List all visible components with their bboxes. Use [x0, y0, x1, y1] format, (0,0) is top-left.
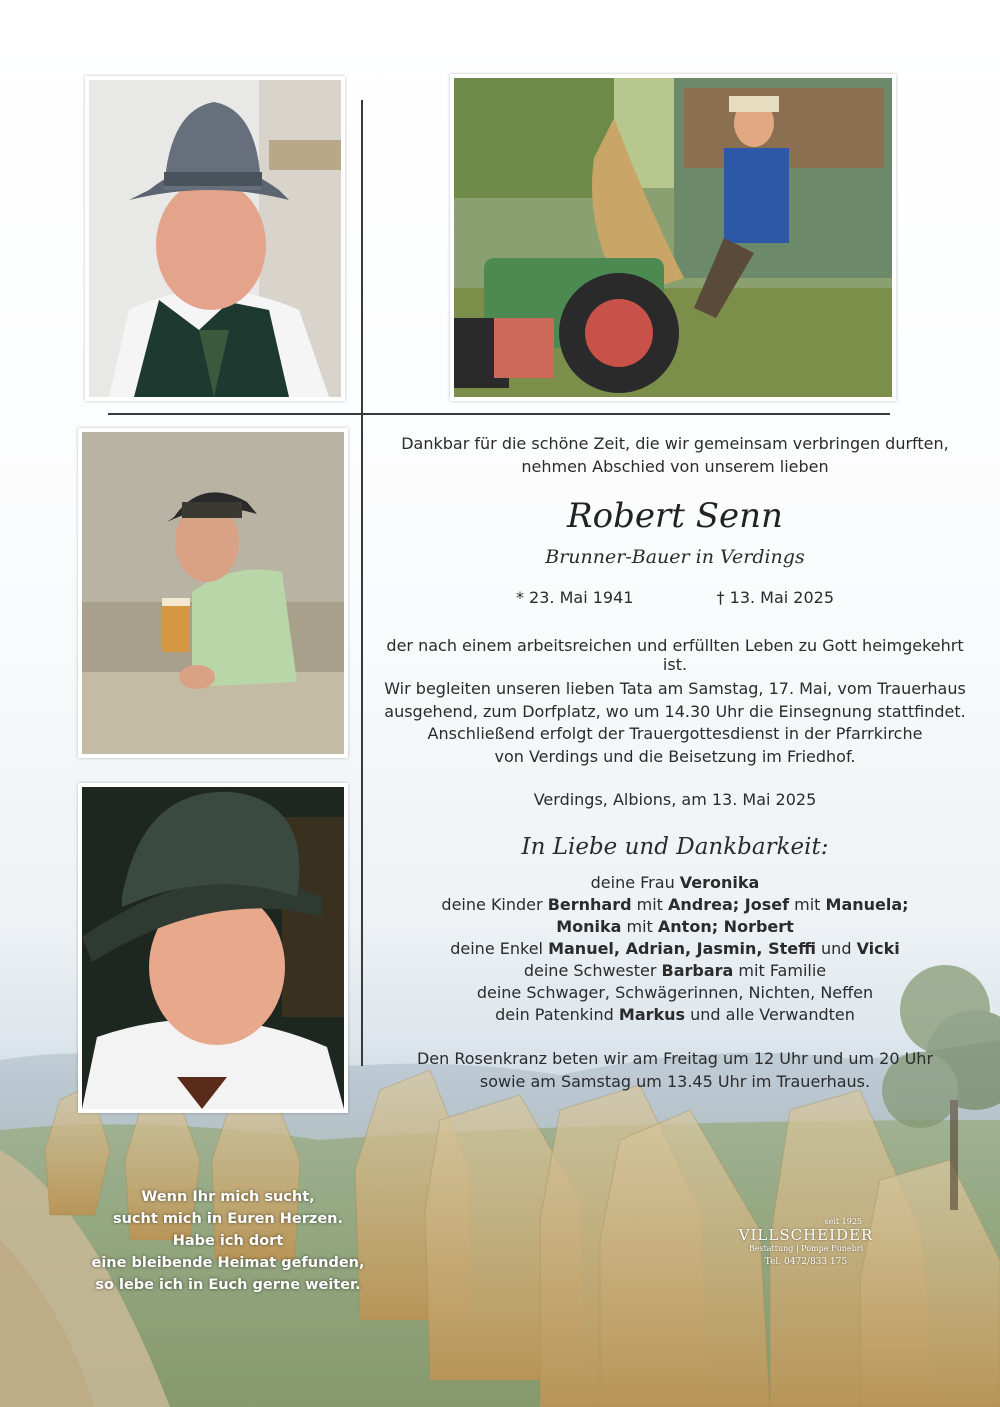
deceased-subtitle: Brunner-Bauer in Verdings — [545, 546, 805, 568]
funeral-home-logo — [736, 1217, 876, 1267]
family-line-relatives: deine Schwager, Schwägerinnen, Nichten, Neffen — [476, 983, 874, 1002]
beer-photo — [78, 428, 348, 758]
family-line-children-2: Monika mit Anton; Norbert — [556, 917, 794, 936]
family-line-godchild: dein Patenkind Markus und alle Verwandten — [495, 1005, 855, 1024]
portrait-photo-green-hat — [78, 783, 348, 1113]
paragraph-funeral-details: Wir begleiten unseren lieben Tata am Samstag, 17. Mai, vom Trauerhaus ausgehend, zum Dorfplatz, wo um 14.30 Uhr die Einsegnung stattfindet. Anschließend erfolgt der Trauergottesdienst in der Pfarrkirche von Verdings und die Beisetzung im Friedhof. — [384, 679, 966, 766]
logo-services: Bestattung | Pompe Funebri — [748, 1244, 864, 1253]
intro-text: Dankbar für die schöne Zeit, die wir gemeinsam verbringen durften, nehmen Abschied von unserem lieben — [401, 434, 949, 476]
life-dates — [380, 588, 970, 607]
family-line-sister: deine Schwester Barbara mit Familie — [523, 961, 827, 980]
portrait-photo-hat — [85, 76, 345, 401]
family-list — [380, 872, 970, 1026]
memorial-quote: Wenn Ihr mich sucht, sucht mich in Euren Herzen. Habe ich dort eine bleibende Heimat gefunden, so lebe ich in Euch gerne weiter. — [91, 1189, 365, 1293]
rosary-info: Den Rosenkranz beten wir am Freitag um 12 Uhr und um 20 Uhr sowie am Samstag um 13.45 Uhr im Trauerhaus. — [416, 1049, 934, 1091]
logo-phone: Tel. 0472/833 175 — [764, 1257, 848, 1267]
logo-brand: VILLSCHEIDER — [738, 1226, 874, 1244]
cross-horizontal-line — [108, 413, 890, 415]
family-line-grandchildren: deine Enkel Manuel, Adrian, Jasmin, Steffi und Vicki — [450, 939, 900, 958]
death-date: † 13. Mai 2025 — [716, 588, 835, 607]
birth-date: * 23. Mai 1941 — [515, 588, 634, 607]
tractor-photo — [450, 74, 896, 401]
family-line-children: deine Kinder Bernhard mit Andrea; Josef mit Manuela; — [441, 895, 909, 914]
logo-since: seit 1925 — [824, 1217, 862, 1226]
place-date: Verdings, Albions, am 13. Mai 2025 — [533, 790, 817, 809]
closing-heading: In Liebe und Dankbarkeit: — [521, 834, 829, 860]
paragraph-homecoming: der nach einem arbeitsreichen und erfüllten Leben zu Gott heimgekehrt ist. — [386, 636, 964, 674]
cross-vertical-line — [361, 100, 363, 1066]
family-line-wife: deine Frau Veronika — [590, 873, 760, 892]
deceased-name: Robert Senn — [567, 496, 783, 536]
